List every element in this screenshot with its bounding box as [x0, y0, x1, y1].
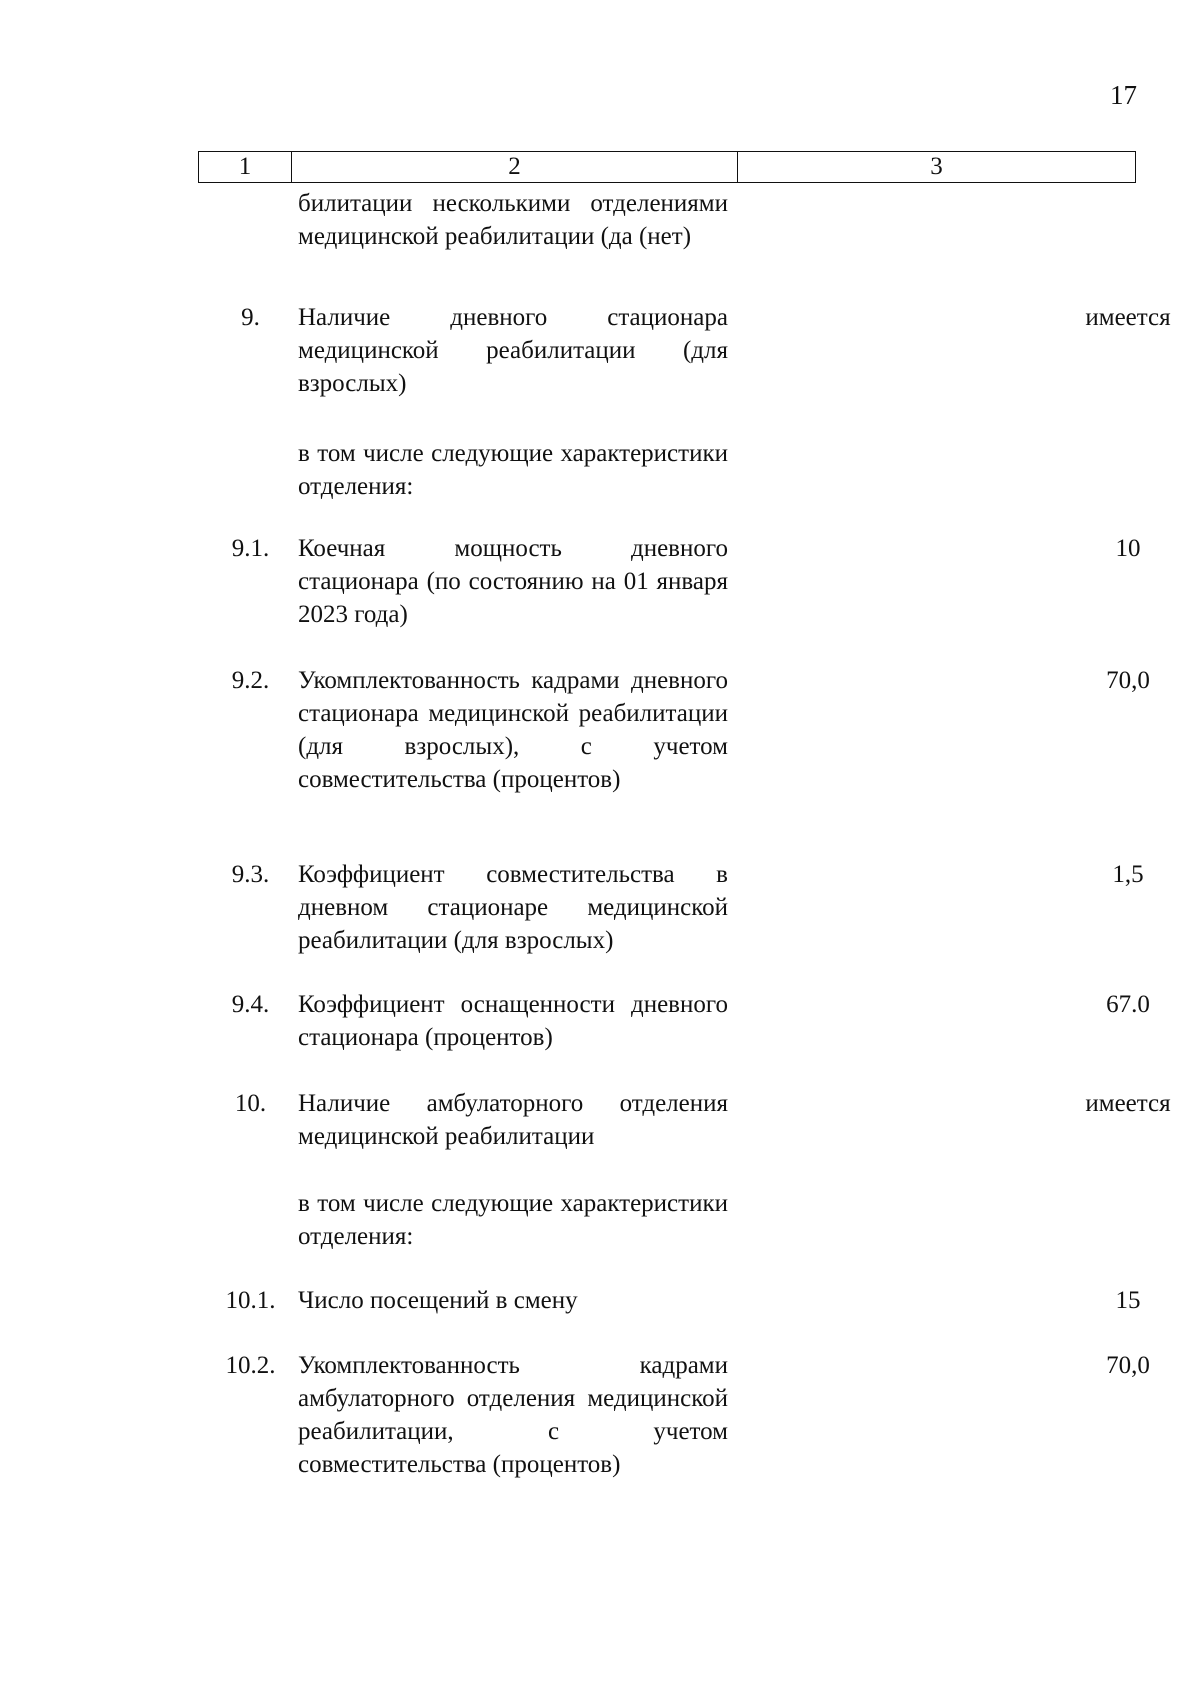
row-description: Число посещений в смену	[298, 1287, 578, 1314]
row-number: 9.	[241, 304, 260, 331]
row-value: 70,0	[1106, 667, 1150, 694]
row-value: имеется	[1085, 1090, 1171, 1117]
row-description: в том числе следующие характеристики отделения:	[298, 1190, 728, 1250]
row-description: Укомплектованность кадрами амбулаторного отделения медицинской реабилитации, с учетом совместительства (процентов)	[298, 1352, 728, 1478]
table-row	[198, 301, 1171, 397]
table-header	[198, 151, 1136, 183]
table-row	[198, 988, 1150, 1051]
table-row	[198, 1349, 1150, 1478]
row-description: билитации несколькими отделениями медицинской реабилитации (да (нет)	[298, 190, 728, 250]
row-description: Коечная мощность дневного стационара (по состоянию на 01 января 2023 года)	[298, 535, 728, 628]
row-value: 1,5	[1112, 861, 1144, 888]
row-description: в том числе следующие характеристики отделения:	[298, 440, 728, 500]
header-col-1: 1	[199, 152, 292, 182]
header-col-2: 2	[292, 152, 738, 182]
row-description: Укомплектованность кадрами дневного стационара медицинской реабилитации (для взрослых), с учетом совместительства (процентов)	[298, 667, 728, 793]
row-value: имеется	[1085, 304, 1171, 331]
row-value: 10	[1115, 535, 1141, 562]
row-number: 9.4.	[231, 991, 270, 1018]
row-number: 10.	[234, 1090, 267, 1117]
row-value: 15	[1115, 1287, 1141, 1314]
table-row	[198, 664, 1150, 793]
row-description: Коэффициент совместительства в дневном стационаре медицинской реабилитации (для взрослых)	[298, 861, 728, 954]
row-description: Наличие амбулаторного отделения медицинской реабилитации	[298, 1090, 728, 1150]
row-number: 10.1.	[225, 1287, 276, 1314]
table-row	[198, 1284, 1141, 1317]
row-value: 67.0	[1106, 991, 1150, 1018]
header-col-3: 3	[930, 153, 943, 180]
row-number: 9.3.	[231, 861, 270, 888]
row-value: 70,0	[1106, 1352, 1150, 1379]
table-row	[198, 532, 1141, 628]
table-row	[198, 858, 1144, 954]
page-number: 17	[1110, 80, 1137, 110]
row-description: Наличие дневного стационара медицинской реабилитации (для взрослых)	[298, 304, 728, 397]
row-number: 10.2.	[225, 1352, 276, 1379]
row-description: Коэффициент оснащенности дневного стационара (процентов)	[298, 991, 728, 1051]
row-number: 9.2.	[231, 667, 270, 694]
table-row	[198, 1087, 1171, 1150]
row-number: 9.1.	[231, 535, 270, 562]
